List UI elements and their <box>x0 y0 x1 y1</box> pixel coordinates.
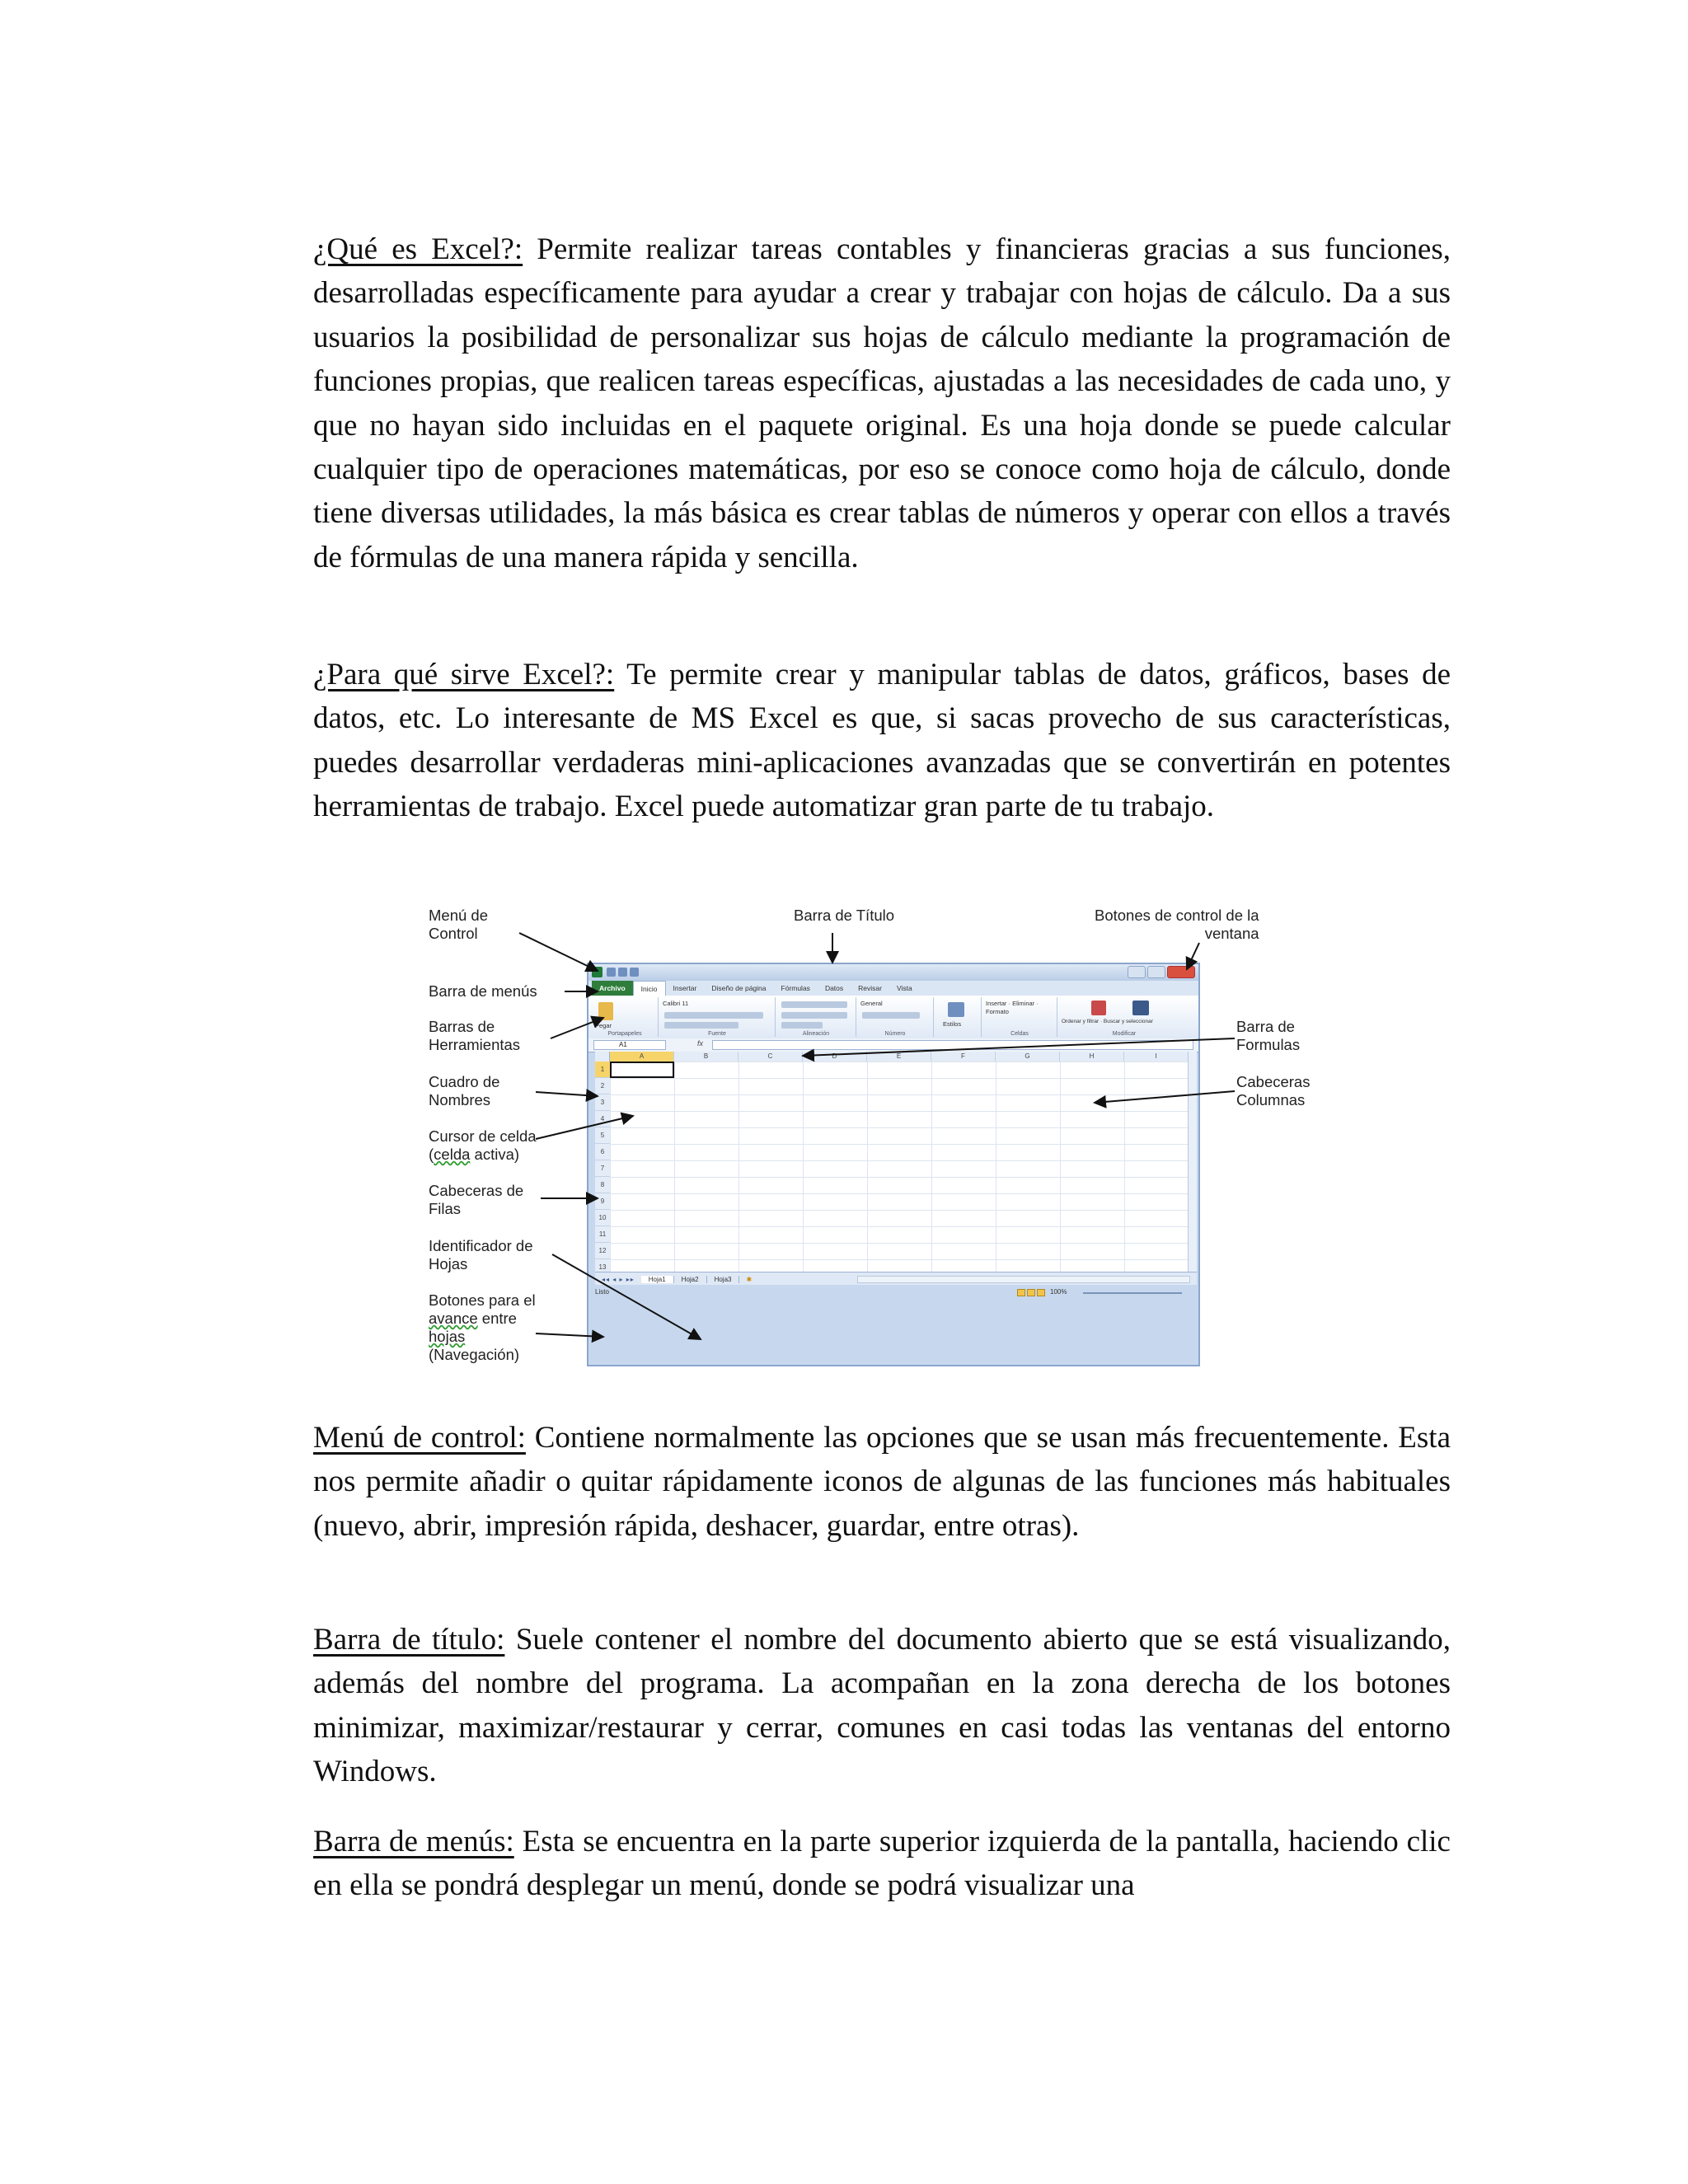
ribbon-group-text: Calibri 11 <box>663 1000 689 1007</box>
excel-menu-bar <box>588 981 1198 996</box>
column-header[interactable]: A <box>610 1052 674 1062</box>
maximize-button[interactable] <box>1147 966 1165 978</box>
tab-vista[interactable]: Vista <box>896 984 912 992</box>
paragraph-barra-menus <box>313 1820 1451 1908</box>
row-header[interactable]: 5 <box>595 1127 610 1144</box>
tab-formulas[interactable]: Fórmulas <box>781 984 810 992</box>
callout-menu-control: Menú de Control <box>429 907 488 942</box>
align-buttons[interactable] <box>781 1001 847 1008</box>
zoom-level: 100% <box>1050 1288 1067 1296</box>
ribbon-group-text: General <box>860 1000 883 1007</box>
callout-cabeceras-filas: Cabeceras de Filas <box>429 1182 524 1217</box>
font-format-buttons[interactable] <box>664 1012 763 1019</box>
font-color-buttons[interactable] <box>664 1022 738 1029</box>
row-header[interactable]: 11 <box>595 1226 610 1243</box>
tab-diseno-pagina[interactable]: Diseño de página <box>711 984 767 992</box>
callout-botones-avance <box>429 1291 536 1364</box>
callout-botones-control: Botones de control de la ventana <box>1095 907 1259 942</box>
formula-input[interactable] <box>712 1040 1193 1050</box>
active-cell-cursor[interactable] <box>610 1062 674 1078</box>
minimize-button[interactable] <box>1128 966 1146 978</box>
row-header[interactable]: 1 <box>595 1062 610 1078</box>
column-header[interactable]: F <box>931 1052 996 1062</box>
ribbon-group-alineacion <box>776 997 856 1037</box>
column-header[interactable]: H <box>1060 1052 1124 1062</box>
align-buttons[interactable] <box>781 1012 847 1019</box>
close-button[interactable] <box>1167 966 1195 978</box>
undo-icon[interactable] <box>618 968 627 977</box>
view-pagebreak-icon[interactable] <box>1037 1289 1045 1296</box>
callout-text: celda <box>434 1146 471 1163</box>
callout-text: hojas <box>429 1328 466 1345</box>
view-layout-icon[interactable] <box>1027 1289 1035 1296</box>
paragraph-heading: Barra de título: <box>313 1623 505 1657</box>
row-header[interactable]: 10 <box>595 1210 610 1226</box>
save-icon[interactable] <box>607 968 616 977</box>
tab-insertar[interactable]: Insertar <box>673 984 697 992</box>
paragraph-heading: Menú de control: <box>313 1421 526 1455</box>
horizontal-scrollbar[interactable] <box>857 1276 1190 1283</box>
column-header[interactable]: B <box>674 1052 738 1062</box>
row-header[interactable]: 13 <box>595 1259 610 1276</box>
paragraph-text: Te permite crear y manipular tablas de datos, gráficos, bases de datos, etc. Lo interesante de MS Excel es que, si sacas provecho de sus características, puedes desarrollar verdaderas mini-aplicaciones avanzadas que se convertirán en potentes herramientas de trabajo. Excel puede automatizar gran parte de tu trabajo. <box>313 658 1451 824</box>
ribbon-group-text: Insertar · Eliminar · Formato <box>986 1000 1039 1015</box>
row-header[interactable]: 3 <box>595 1094 610 1111</box>
row-headers <box>595 1062 610 1276</box>
view-buttons <box>1017 1289 1045 1296</box>
name-box[interactable]: A1 <box>593 1040 666 1050</box>
paragraph-text: Suele contener el nombre del documento abierto que se está visualizando, además del nombre del programa. La acompañan en la zona derecha de los botones minimizar, maximizar/restaurar y cerrar, comunes en casi todas las ventanas del entorno Windows. <box>313 1623 1451 1789</box>
vertical-scrollbar[interactable] <box>1188 1052 1197 1272</box>
quick-access-toolbar <box>607 968 639 977</box>
ribbon-group-text: Ordenar y filtrar · Buscar y seleccionar <box>1062 1019 1153 1024</box>
find-select-icon[interactable] <box>1132 1001 1149 1015</box>
ribbon-group-celdas <box>982 997 1057 1037</box>
zoom-slider[interactable] <box>1083 1292 1182 1294</box>
ribbon-group-fuente <box>659 997 776 1037</box>
excel-title-bar <box>588 964 1198 981</box>
excel-interface-figure <box>429 898 1335 1376</box>
callout-cabeceras-columnas: Cabeceras Columnas <box>1236 1073 1311 1108</box>
tab-inicio[interactable]: Inicio <box>633 981 666 996</box>
number-format-buttons[interactable] <box>862 1012 920 1019</box>
window-control-buttons <box>1128 966 1195 978</box>
styles-icon[interactable] <box>948 1002 964 1017</box>
callout-text: Botones para el <box>429 1291 536 1309</box>
status-text: Listo <box>595 1288 609 1296</box>
column-header[interactable]: E <box>867 1052 931 1062</box>
excel-control-menu-icon[interactable] <box>592 967 603 977</box>
callout-text: Cursor de celda ( <box>429 1127 537 1163</box>
fx-icon[interactable]: fx <box>697 1039 704 1047</box>
row-header[interactable]: 6 <box>595 1144 610 1160</box>
callout-barras-herramientas: Barras de Herramientas <box>429 1018 521 1053</box>
row-header[interactable]: 7 <box>595 1160 610 1177</box>
ribbon-group-estilos <box>935 997 982 1037</box>
paragraph-text: Permite realizar tareas contables y financieras gracias a sus funciones, desarrolladas específicamente para ayudar a crear y trabajar con hojas de cálculo. Da a sus usuarios la posibilidad de personalizar sus hojas de cálculo mediante la programación de funciones propias, que realicen tareas específicas, ajustadas a las necesidades de cada uno, y que no hayan sido incluidas en el paquete original. Es una hoja donde se puede calcular cualquier tipo de operaciones matemáticas, por eso se conoce como hoja de cálculo, donde tiene diversas utilidades, la más básica es crear tablas de números y operar con ellos a través de fórmulas de una manera rápida y sencilla. <box>313 232 1451 574</box>
excel-window <box>587 963 1200 1366</box>
sheet-tab[interactable]: Hoja3 <box>707 1276 740 1283</box>
ribbon-group-portapapeles <box>592 997 659 1037</box>
callout-text: entre <box>481 1310 517 1327</box>
paragraph-heading: ¿Para qué sirve Excel?: <box>313 658 615 691</box>
select-all-corner[interactable] <box>595 1052 610 1062</box>
ribbon-group-numero <box>857 997 934 1037</box>
ribbon-group-text: Pegar <box>595 1022 612 1029</box>
tab-revisar[interactable]: Revisar <box>858 984 882 992</box>
callout-text: (Navegación) <box>429 1346 520 1363</box>
sheet-nav-buttons[interactable]: ◂◂ ◂ ▸ ▸▸ <box>602 1275 635 1283</box>
callout-cursor-celda <box>429 1127 537 1164</box>
ribbon-group-modificar <box>1058 997 1190 1037</box>
status-bar <box>588 1285 1198 1301</box>
paragraph-heading: Barra de menús: <box>313 1825 514 1858</box>
callout-text: avance <box>429 1310 478 1327</box>
callout-text: activa) <box>470 1146 520 1163</box>
sheet-tab[interactable]: Hoja2 <box>674 1276 707 1283</box>
paste-icon[interactable] <box>598 1002 613 1020</box>
sheet-tab[interactable]: Hoja1 <box>641 1276 674 1283</box>
paragraph-que-es-excel <box>313 227 1451 579</box>
sheet-tab-bar <box>595 1272 1197 1286</box>
paragraph-para-que-sirve <box>313 653 1451 829</box>
column-header[interactable]: G <box>996 1052 1060 1062</box>
paragraph-heading: ¿Qué es Excel?: <box>313 232 523 266</box>
tab-archivo[interactable]: Archivo <box>592 981 633 996</box>
callout-identificador-hojas: Identificador de Hojas <box>429 1237 533 1272</box>
ribbon-group-label: Fuente <box>708 1031 726 1037</box>
ribbon-group-label: Celdas <box>1010 1031 1029 1037</box>
callout-barra-formulas: Barra de Formulas <box>1236 1018 1301 1053</box>
paragraph-text: Esta se encuentra en la parte superior izquierda de la pantalla, haciendo clic en ella se pondrá desplegar un menú, donde se podrá visualizar una <box>313 1825 1451 1903</box>
callout-barra-titulo: Barra de Título <box>794 907 895 924</box>
tab-datos[interactable]: Datos <box>824 984 844 992</box>
ribbon-group-text: Estilos <box>943 1020 962 1028</box>
row-header[interactable]: 4 <box>595 1111 610 1127</box>
excel-ribbon <box>588 996 1198 1039</box>
sort-filter-icon[interactable] <box>1091 1001 1106 1015</box>
callout-barra-menus: Barra de menús <box>429 982 537 1000</box>
ribbon-group-label: Modificar <box>1112 1031 1137 1037</box>
indent-buttons[interactable] <box>781 1022 823 1029</box>
view-normal-icon[interactable] <box>1017 1289 1025 1296</box>
paragraph-barra-titulo <box>313 1618 1451 1794</box>
column-header[interactable]: C <box>738 1052 803 1062</box>
row-header[interactable]: 9 <box>595 1193 610 1210</box>
ribbon-group-label: Portapapeles <box>607 1031 642 1037</box>
callout-cuadro-nombres: Cuadro de Nombres <box>429 1073 500 1108</box>
column-header[interactable]: D <box>803 1052 867 1062</box>
row-header[interactable]: 2 <box>595 1078 610 1094</box>
column-header[interactable]: I <box>1124 1052 1189 1062</box>
paragraph-menu-control <box>313 1416 1451 1548</box>
paragraph-text: Contiene normalmente las opciones que se usan más frecuentemente. Esta nos permite añadir o quitar rápidamente iconos de algunas de las funciones más habituales (nuevo, abrir, impresión rápida, deshacer, guardar, entre otras). <box>313 1421 1451 1543</box>
arrow-menu-control <box>519 933 598 971</box>
new-sheet-icon[interactable]: ✱ <box>746 1275 753 1283</box>
redo-icon[interactable] <box>630 968 639 977</box>
cell-grid[interactable] <box>610 1062 1189 1272</box>
excel-formula-bar <box>588 1038 1198 1052</box>
ribbon-group-label: Alineación <box>802 1031 830 1037</box>
row-header[interactable]: 12 <box>595 1243 610 1259</box>
ribbon-group-label: Número <box>884 1031 906 1037</box>
row-header[interactable]: 8 <box>595 1177 610 1193</box>
